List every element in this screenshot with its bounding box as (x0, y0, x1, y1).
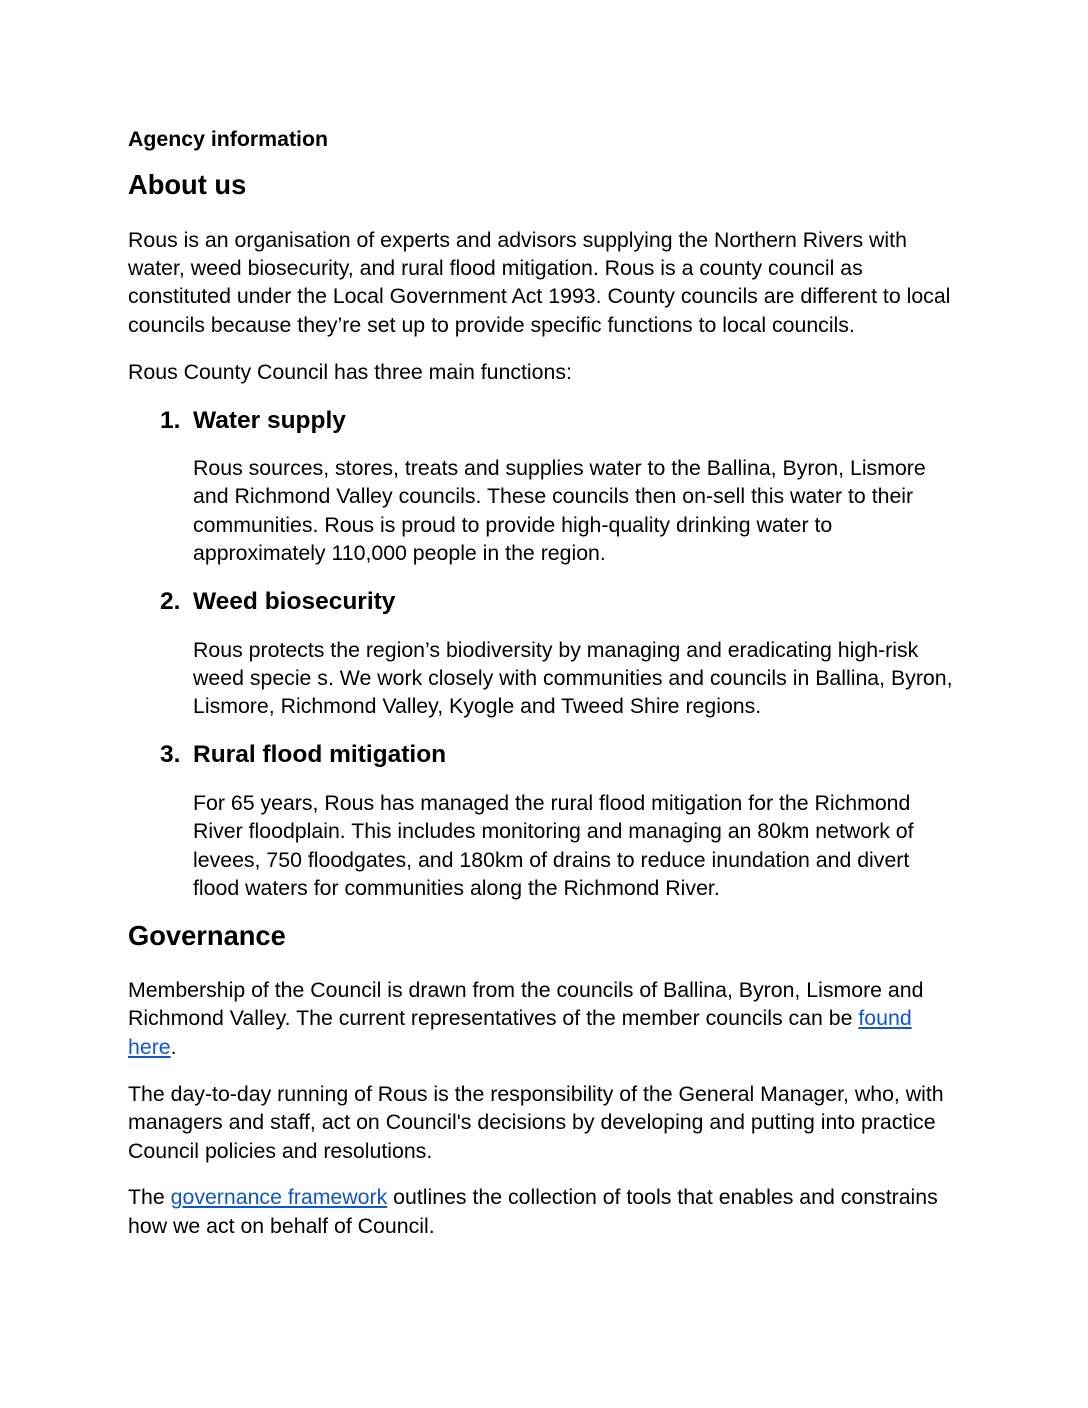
governance-heading: Governance (128, 919, 286, 951)
membership-period: . (170, 1034, 177, 1059)
membership-text: Membership of the Council is drawn from the councils of Ballina, Byron, Lismore and Richmond Valley. The current representatives of the member councils can be (128, 978, 924, 1031)
function-number: 3. (160, 741, 181, 769)
function-heading (128, 739, 960, 770)
function-item-water-supply (128, 405, 960, 568)
function-description: For 65 years, Rous has managed the rural flood mitigation for the Richmond River floodplain. This includes monitoring and managing an 80km network of levees, 750 floodgates, and 180km of drains to reduce inundation and divert flood waters for communities along the Richmond River. (193, 790, 914, 901)
function-description: Rous sources, stores, treats and supplies water to the Ballina, Byron, Lismore and Richmond Valley councils. These councils then on-sell this water to their communities. Rous is proud to provide high-quality drinking water to approximately 110,000 people in the region. (193, 456, 926, 566)
function-title: Weed biosecurity (193, 588, 396, 616)
function-number: 2. (160, 588, 181, 616)
about-intro-paragraph: Rous is an organisation of experts and advisors supplying the Northern Rivers with water, weed biosecurity, and rural flood mitigation. Rous is a county council as constituted under the Local Government Act 1993. County councils are different to local councils because they’re set up to provide specific functions to local councils. (128, 227, 951, 337)
functions-lead-paragraph: Rous County Council has three main functions: (128, 359, 572, 384)
framework-text-after: outlines the collection of tools that enables and constrains how we act on behalf of Council. (128, 1185, 938, 1238)
function-description: Rous protects the region’s biodiversity by managing and eradicating high-risk weed specie s. We work closely with communities and councils in Ballina, Byron, Lismore, Richmond Valley, Kyogle and Tweed Shire regions. (193, 637, 953, 719)
function-title: Water supply (193, 406, 346, 434)
functions-list (128, 405, 960, 903)
function-item-weed-biosecurity (128, 586, 960, 721)
function-title: Rural flood mitigation (193, 741, 447, 769)
agency-information-label: Agency information (128, 127, 328, 151)
function-heading (128, 586, 960, 617)
day-to-day-paragraph: The day-to-day running of Rous is the responsibility of the General Manager, who, with managers and staff, act on Council's decisions by developing and putting into practice Council policies and resolutions. (128, 1081, 944, 1163)
function-heading (128, 405, 960, 436)
about-us-heading: About us (128, 169, 247, 200)
framework-paragraph (128, 1183, 960, 1240)
function-item-rural-flood-mitigation (128, 739, 960, 902)
framework-text-before: The (128, 1185, 171, 1210)
function-number: 1. (160, 406, 181, 434)
found-here-link[interactable]: found here (128, 1006, 912, 1059)
membership-paragraph (128, 976, 960, 1061)
governance-framework-link[interactable]: governance framework (170, 1185, 388, 1210)
